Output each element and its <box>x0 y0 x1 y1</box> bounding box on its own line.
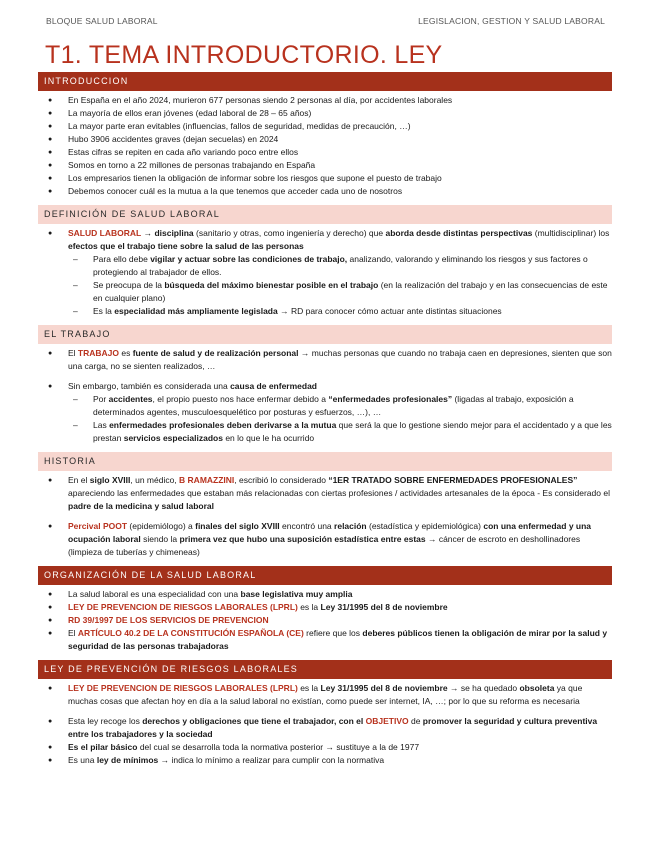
text: que será la que lo gestione siendo mejor para el accidentado y a que les prestan <box>93 420 612 443</box>
term-trabajo: TRABAJO <box>77 348 120 358</box>
text: Para ello debe <box>93 254 151 264</box>
text: es la <box>297 602 321 612</box>
term-rd-39-1997: RD 39/1997 DE LOS SERVICIOS DE PREVENCION <box>68 615 269 625</box>
list-item: ● La mayor parte eran evitables (influencias, fallos de seguridad, medidas de precaución, …) <box>38 120 612 133</box>
text: siendo la <box>140 534 180 544</box>
text: , el propio puesto nos hace enfermar debido a <box>152 394 329 404</box>
text: Es la <box>93 306 115 316</box>
emphasis: efectos que el trabajo tiene sobre la salud de las personas <box>68 241 304 251</box>
text: → <box>141 228 155 238</box>
emphasis: disciplina <box>154 228 194 238</box>
header-left: BLOQUE SALUD LABORAL <box>46 16 158 26</box>
emphasis: padre de la medicina y salud laboral <box>68 501 214 511</box>
text: (multidisciplinar) los <box>532 228 610 238</box>
term-lprl: LEY DE PREVENCION DE RIESGOS LABORALES (LPRL) <box>68 602 298 612</box>
text: de <box>408 716 423 726</box>
list-item <box>38 715 612 741</box>
list-item: ● Estas cifras se repiten en cada año variando poco entre ellos <box>38 146 612 159</box>
emphasis: servicios especializados <box>123 433 223 443</box>
text: En el <box>68 475 90 485</box>
section-heading-historia: HISTORIA <box>38 452 612 471</box>
emphasis: fuente de salud y de realización personal <box>132 348 299 358</box>
section-heading-organizacion: ORGANIZACIÓN DE LA SALUD LABORAL <box>38 566 612 585</box>
list-item <box>38 627 612 653</box>
text: → muchas personas que cuando no trabaja caen en depresiones, sienten que son una carga, no se sienten realizados, … <box>68 348 612 371</box>
list-item <box>38 754 612 767</box>
term-ramazzini: B RAMAZZINI <box>179 475 235 485</box>
text: (estadística y epidemiológica) <box>366 521 484 531</box>
text: La salud laboral es una especialidad con una <box>68 589 241 599</box>
text: (epidemiólogo) a <box>127 521 196 531</box>
text: ya que muchas cosas que afectan hoy en día a la salud laboral no existían, como puede ser internet, IA, …; por lo que su reforma es necesaria <box>68 683 583 706</box>
text: es <box>119 348 133 358</box>
text: apareciendo las enfermedades que estaban más relacionadas con ciertas profesiones / actividades artesanales de la época - Es considerado el <box>68 488 610 498</box>
section-heading-trabajo: EL TRABAJO <box>38 325 612 344</box>
term-articulo-40-2: ARTÍCULO 40.2 DE LA CONSTITUCIÓN ESPAÑOLA (CE) <box>77 628 304 638</box>
text: es la <box>297 683 321 693</box>
text: , un médico, <box>130 475 180 485</box>
text: (en la realización del trabajo y en las consecuencias de este en cualquier plano) <box>93 280 608 303</box>
emphasis: deberes públicos tienen la obligación de mirar por la salud y seguridad de las personas trabajadoras <box>68 628 608 651</box>
emphasis: obsoleta <box>519 683 555 693</box>
emphasis: “enfermedades profesionales” <box>328 394 453 404</box>
list-item <box>38 741 612 754</box>
text: → RD para conocer cómo actuar ante distintas situaciones <box>277 306 502 316</box>
section-heading-ley: LEY DE PREVENCIÓN DE RIESGOS LABORALES <box>38 660 612 679</box>
sub-list-item <box>38 393 612 419</box>
emphasis: ley de mínimos <box>96 755 159 765</box>
text: Las <box>93 420 110 430</box>
term-percival-poot: Percival POOT <box>68 521 128 531</box>
text: (ligadas al trabajo, exposición a determinados agentes, musculoesquelético por posturas y esfuerzos, …), … <box>93 394 574 417</box>
text: → indica lo mínimo a realizar para cumplir con la normativa <box>158 755 385 765</box>
page-title: T1. TEMA INTRODUCTORIO. LEY <box>45 41 443 69</box>
page-header <box>46 16 605 28</box>
emphasis: vigilar y actuar sobre las condiciones de trabajo, <box>150 254 348 264</box>
emphasis: con una enfermedad y una ocupación laboral <box>68 521 592 544</box>
ley-list <box>38 682 612 767</box>
list-item <box>38 520 612 559</box>
sub-list-item <box>38 305 612 318</box>
text: Sin embargo, también es considerada una <box>68 381 231 391</box>
text: en lo que le ha ocurrido <box>222 433 315 443</box>
list-item <box>38 601 612 614</box>
text: del cual se desarrolla toda la normativa posterior → sustituye a la de 1977 <box>137 742 420 752</box>
document-body <box>38 72 612 767</box>
text: Es una <box>68 755 97 765</box>
header-right: LEGISLACION, GESTION Y SALUD LABORAL <box>418 16 605 26</box>
text: → cáncer de escroto en deshollinadores (limpieza de tuberías y chimeneas) <box>68 534 581 557</box>
sub-list-item <box>38 279 612 305</box>
emphasis: siglo XVIII <box>89 475 131 485</box>
sub-list-item <box>38 419 612 445</box>
emphasis: “1ER TRATADO SOBRE ENFERMEDADES PROFESIONALES” <box>328 475 578 485</box>
text: El <box>68 348 78 358</box>
list-item: ● En España en el año 2024, murieron 677 personas siendo 2 personas al día, por accidentes laborales <box>38 94 612 107</box>
emphasis: derechos y obligaciones que tiene el trabajador, con el <box>142 716 366 726</box>
trabajo-list <box>38 347 612 445</box>
list-item: ● Debemos conocer cuál es la mutua a la que tenemos que acceder cada uno de nosotros <box>38 185 612 198</box>
emphasis: aborda desde distintas perspectivas <box>385 228 533 238</box>
text: El <box>68 628 78 638</box>
term-objetivo: OBJETIVO <box>365 716 409 726</box>
sub-list-item <box>38 253 612 279</box>
text: Por <box>93 394 109 404</box>
emphasis: Ley 31/1995 del 8 de noviembre <box>320 683 448 693</box>
emphasis: relación <box>334 521 367 531</box>
intro-list <box>38 94 612 198</box>
list-item <box>38 614 612 627</box>
list-item: ● Hubo 3906 accidentes graves (dejan secuelas) en 2024 <box>38 133 612 146</box>
term-salud-laboral: SALUD LABORAL <box>68 228 142 238</box>
term-lprl: LEY DE PREVENCION DE RIESGOS LABORALES (LPRL) <box>68 683 298 693</box>
emphasis: Ley 31/1995 del 8 de noviembre <box>320 602 448 612</box>
list-item <box>38 474 612 513</box>
organizacion-list <box>38 588 612 653</box>
text: Se preocupa de la <box>93 280 165 290</box>
emphasis: finales del siglo XVIII <box>195 521 280 531</box>
list-item <box>38 347 612 373</box>
emphasis: causa de enfermedad <box>230 381 318 391</box>
emphasis: base legislativa muy amplia <box>240 589 353 599</box>
emphasis: especialidad más ampliamente legislada <box>114 306 278 316</box>
emphasis: enfermedades profesionales deben derivarse a la mutua <box>109 420 337 430</box>
text: analizando, valorando y eliminando los riesgos y sus factores o protegiendo al trabajador de ellos. <box>93 254 588 277</box>
list-item: ● La mayoría de ellos eran jóvenes (edad laboral de 28 – 65 años) <box>38 107 612 120</box>
list-item: ● Los empresarios tienen la obligación de informar sobre los riesgos que supone el puesto de trabajo <box>38 172 612 185</box>
text: (sanitario y otras, como ingeniería y derecho) que <box>193 228 386 238</box>
text: encontró una <box>279 521 335 531</box>
section-heading-definicion: DEFINICIÓN DE SALUD LABORAL <box>38 205 612 224</box>
emphasis: búsqueda del máximo bienestar posible en el trabajo <box>164 280 379 290</box>
definicion-list <box>38 227 612 318</box>
emphasis: primera vez que hubo una suposición estadística entre estas <box>179 534 426 544</box>
text: refiere que los <box>303 628 363 638</box>
list-item <box>38 588 612 601</box>
list-item: ● Somos en torno a 22 millones de personas trabajando en España <box>38 159 612 172</box>
list-item <box>38 227 612 253</box>
list-item <box>38 380 612 393</box>
emphasis: promover la seguridad y cultura preventiva entre los trabajadores y la sociedad <box>68 716 598 739</box>
emphasis: accidentes <box>108 394 153 404</box>
list-item <box>38 682 612 708</box>
text: Esta ley recoge los <box>68 716 143 726</box>
historia-list <box>38 474 612 559</box>
section-heading-introduccion: INTRODUCCION <box>38 72 612 91</box>
text: , escribió lo considerado <box>234 475 329 485</box>
text: → se ha quedado <box>447 683 520 693</box>
emphasis: Es el pilar básico <box>68 742 138 752</box>
